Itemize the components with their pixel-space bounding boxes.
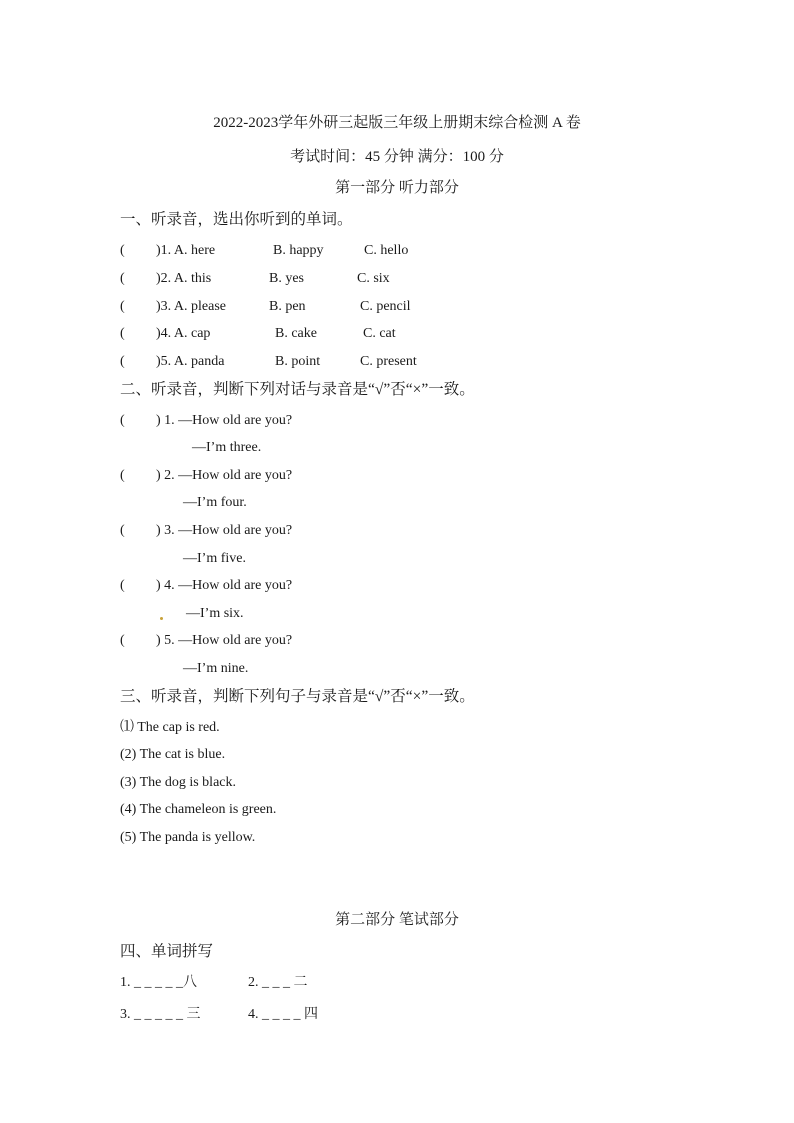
list-item: (2) The cat is blue. [120,747,226,762]
answer-paren: ( [120,468,125,483]
option-b: B. cake [275,326,317,341]
option-b: B. happy [273,243,324,258]
option-a: )5. A. panda [156,354,225,369]
spelling-item: 4. _ _ _ _ 四 [248,1007,318,1022]
spelling-item: 3. _ _ _ _ _ 三 [120,1007,201,1022]
option-b: B. point [275,354,321,369]
list-item: (5) The panda is yellow. [120,830,256,845]
option-c: C. cat [363,326,396,341]
answer-paren: ( [120,243,125,258]
option-a: )1. A. here [156,243,216,258]
list-item: ⑴ The cap is red. [120,720,220,735]
option-c: C. hello [364,243,409,258]
answer-paren: ( [120,633,125,648]
option-b: B. pen [269,299,306,314]
answer-paren: ( [120,326,125,341]
answer-paren: ( [120,523,125,538]
section2-title: 二、听录音，判断下列对话与录音是“√”否“×”一致。 [120,381,475,398]
spelling-item: 1. _ _ _ _ _八 [120,975,197,990]
option-c: C. present [360,354,417,369]
answer-paren: ( [120,413,125,428]
section4-title: 四、单词拼写 [120,943,214,960]
part2-title: 第二部分 笔试部分 [335,912,459,928]
stray-dot [160,617,163,620]
dialog-question: ) 3. —How old are you? [156,523,293,538]
list-item: (4) The chameleon is green. [120,802,277,817]
dialog-answer: —I’m six. [186,606,244,621]
dialog-answer: —I’m five. [183,551,246,566]
section3-title: 三、听录音，判断下列句子与录音是“√”否“×”一致。 [120,688,475,705]
option-c: C. six [357,271,390,286]
dialog-question: ) 1. —How old are you? [156,413,293,428]
list-item: (3) The dog is black. [120,775,236,790]
option-c: C. pencil [360,299,411,314]
answer-paren: ( [120,354,125,369]
option-a: )3. A. please [156,299,226,314]
dialog-question: ) 4. —How old are you? [156,578,293,593]
dialog-answer: —I’m nine. [183,661,249,676]
answer-paren: ( [120,578,125,593]
dialog-question: ) 5. —How old are you? [156,633,293,648]
option-a: )4. A. cap [156,326,211,341]
dialog-answer: —I’m four. [183,495,247,510]
section1-title: 一、听录音，选出你听到的单词。 [120,211,353,228]
exam-info: 考试时间：45 分钟 满分：100 分 [290,149,504,165]
answer-paren: ( [120,271,125,286]
spelling-item: 2. _ _ _ 二 [248,975,308,990]
option-a: )2. A. this [156,271,212,286]
part1-title: 第一部分 听力部分 [335,180,459,196]
dialog-question: ) 2. —How old are you? [156,468,293,483]
page-title: 2022-2023学年外研三起版三年级上册期末综合检测 A 卷 [213,115,581,131]
answer-paren: ( [120,299,125,314]
option-b: B. yes [269,271,304,286]
dialog-answer: —I’m three. [192,440,262,455]
